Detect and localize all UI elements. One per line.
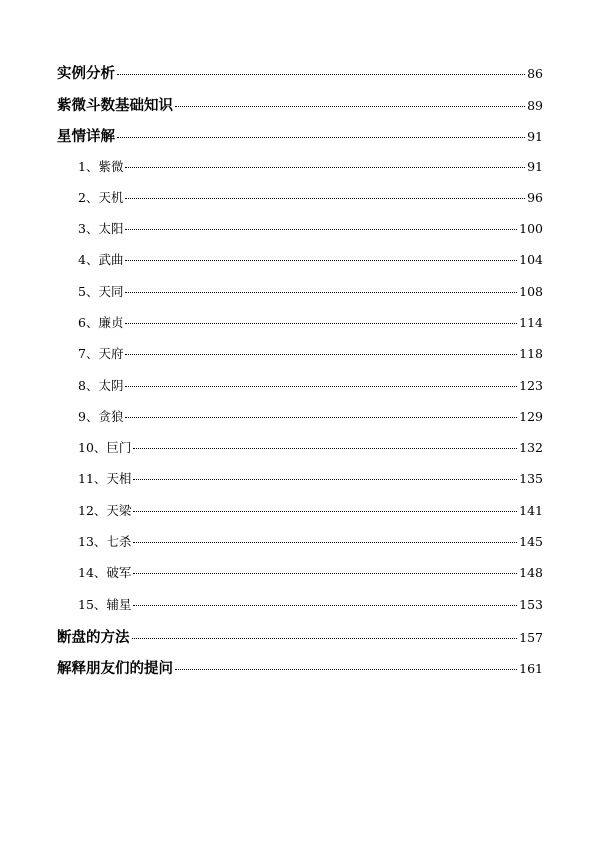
toc-subentry-page-number: 132 bbox=[519, 440, 543, 456]
toc-subentry[interactable] bbox=[57, 282, 543, 313]
toc-entry[interactable] bbox=[57, 657, 543, 689]
toc-subentry-page-number: 123 bbox=[519, 377, 543, 393]
toc-entry-page-number: 86 bbox=[527, 66, 543, 81]
dot-leader bbox=[125, 229, 517, 230]
dot-leader bbox=[125, 292, 517, 293]
toc-entry-page-number: 89 bbox=[527, 97, 543, 113]
dot-leader bbox=[175, 669, 517, 670]
toc-subentry-page-number: 153 bbox=[519, 596, 543, 612]
toc-entry-title: 紫微斗数基础知识 bbox=[57, 97, 173, 114]
dot-leader bbox=[133, 448, 517, 449]
table-of-contents bbox=[57, 62, 543, 689]
toc-subentry[interactable] bbox=[57, 532, 543, 563]
toc-subentry-page-number: 104 bbox=[519, 252, 543, 268]
dot-leader bbox=[117, 137, 525, 138]
toc-subentry-page-number: 129 bbox=[519, 408, 543, 424]
toc-subentry-title: 4、武曲 bbox=[78, 252, 124, 268]
toc-subentry-title: 10、巨门 bbox=[78, 440, 132, 456]
toc-subentry-page-number: 114 bbox=[519, 314, 543, 330]
dot-leader bbox=[125, 417, 517, 418]
toc-entry-title: 断盘的方法 bbox=[57, 629, 130, 646]
toc-subentry[interactable] bbox=[57, 313, 543, 344]
toc-subentry-page-number: 96 bbox=[527, 189, 543, 205]
toc-subentry-page-number: 100 bbox=[519, 221, 543, 237]
toc-subentry[interactable] bbox=[57, 438, 543, 469]
dot-leader bbox=[125, 386, 517, 387]
toc-subentry-title: 6、廉贞 bbox=[78, 314, 124, 330]
toc-subentry-page-number: 135 bbox=[519, 471, 543, 487]
toc-subentry-title: 13、七杀 bbox=[78, 534, 132, 550]
toc-subentry-title: 12、天梁 bbox=[78, 502, 132, 518]
toc-subentry-page-number: 145 bbox=[519, 534, 543, 550]
toc-subentry-title: 1、紫微 bbox=[78, 158, 124, 174]
toc-subentry-title: 8、太阴 bbox=[78, 377, 124, 393]
toc-subentry[interactable] bbox=[57, 344, 543, 375]
toc-subentry-page-number: 118 bbox=[519, 346, 543, 362]
toc-subentry[interactable] bbox=[57, 157, 543, 188]
dot-leader bbox=[117, 74, 525, 75]
toc-subentry[interactable] bbox=[57, 250, 543, 281]
toc-subentry-title: 14、破军 bbox=[78, 565, 132, 581]
dot-leader bbox=[133, 479, 517, 480]
toc-subentry-page-number: 141 bbox=[519, 502, 543, 518]
toc-entry[interactable] bbox=[57, 125, 543, 157]
dot-leader bbox=[133, 573, 517, 574]
dot-leader bbox=[125, 198, 525, 199]
toc-entry-page-number: 91 bbox=[527, 129, 543, 144]
toc-subentry-title: 9、贪狼 bbox=[78, 408, 124, 424]
toc-entry-title: 解释朋友们的提问 bbox=[57, 661, 173, 678]
toc-entry[interactable] bbox=[57, 94, 543, 126]
dot-leader bbox=[133, 542, 517, 543]
dot-leader bbox=[133, 511, 517, 512]
dot-leader bbox=[132, 638, 518, 639]
toc-subentry-title: 15、辅星 bbox=[78, 596, 132, 612]
toc-subentry-title: 5、天同 bbox=[78, 283, 124, 299]
toc-subentry-title: 2、天机 bbox=[78, 189, 124, 205]
toc-subentry[interactable] bbox=[57, 469, 543, 500]
toc-subentry[interactable] bbox=[57, 595, 543, 626]
toc-entry[interactable] bbox=[57, 626, 543, 658]
toc-entry-page-number: 157 bbox=[519, 629, 543, 645]
toc-entry-title: 实例分析 bbox=[57, 66, 115, 82]
toc-subentry-title: 7、天府 bbox=[78, 346, 124, 362]
toc-subentry-title: 3、太阳 bbox=[78, 221, 124, 237]
dot-leader bbox=[125, 323, 517, 324]
toc-subentry-page-number: 108 bbox=[519, 283, 543, 299]
dot-leader bbox=[175, 106, 525, 107]
toc-entry-title: 星情详解 bbox=[57, 129, 115, 145]
dot-leader bbox=[125, 260, 517, 261]
toc-subentry[interactable] bbox=[57, 501, 543, 532]
toc-subentry[interactable] bbox=[57, 219, 543, 250]
toc-entry[interactable] bbox=[57, 62, 543, 94]
toc-subentry-title: 11、天相 bbox=[78, 471, 132, 487]
toc-subentry-page-number: 91 bbox=[527, 158, 543, 174]
toc-subentry[interactable] bbox=[57, 376, 543, 407]
dot-leader bbox=[125, 167, 525, 168]
toc-subentry[interactable] bbox=[57, 407, 543, 438]
dot-leader bbox=[125, 354, 517, 355]
toc-subentry[interactable] bbox=[57, 563, 543, 594]
toc-subentry[interactable] bbox=[57, 188, 543, 219]
toc-subentry-page-number: 148 bbox=[519, 565, 543, 581]
toc-entry-page-number: 161 bbox=[519, 661, 543, 677]
dot-leader bbox=[133, 605, 517, 606]
